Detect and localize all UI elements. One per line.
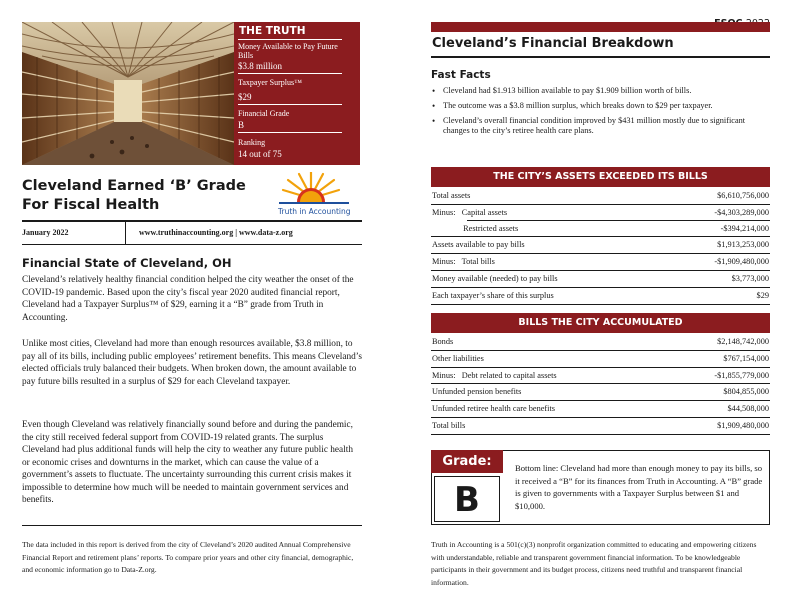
table-row: [431, 254, 770, 271]
section-title: Financial State of Cleveland, OH: [22, 256, 232, 270]
truth-box-divider: [238, 73, 342, 74]
row-label: Minus: Debt related to capital assets: [432, 370, 557, 380]
logo-wordmark: Truth in Accounting: [278, 207, 351, 216]
row-value: $1,909,480,000: [717, 420, 769, 430]
ranking-label: Ranking: [238, 138, 266, 147]
row-label: Minus: Capital assets: [432, 207, 508, 217]
row-value: $1,913,253,000: [717, 240, 769, 250]
row-label: Unfunded pension benefits: [432, 387, 522, 397]
organization-note: Truth in Accounting is a 501(c)(3) nonprofit organization committed to educating and empowering citizens with understandable, reliable and transparent government financial information. To be knowledgeable participants in their government and its budget process, citizens need truthful and transparent financial information.: [431, 540, 757, 587]
table-row: [431, 401, 770, 418]
fast-facts-list: [431, 86, 770, 141]
row-value: $2,148,742,000: [717, 337, 769, 346]
financial-breakdown-title: Cleveland’s Financial Breakdown: [432, 36, 674, 51]
assets-table-header: THE CITY’S ASSETS EXCEEDED ITS BILLS: [431, 167, 770, 187]
grade-heading: Grade:: [431, 450, 503, 473]
financial-grade-label: Financial Grade: [238, 109, 290, 118]
fast-fact-item: • The outcome was a $3.8 million surplus, which breaks down to $29 per taxpayer.: [431, 101, 770, 111]
row-label: Restricted assets: [432, 223, 519, 233]
sun-logo-icon: [273, 172, 363, 222]
website-links[interactable]: www.truthinaccounting.org | www.data-z.org: [139, 228, 293, 237]
table-row: [431, 368, 770, 385]
row-value: $804,855,000: [723, 387, 769, 397]
footnote-rule: [22, 525, 362, 526]
table-row: [431, 288, 770, 305]
row-value: -$1,909,480,000: [714, 257, 769, 267]
table-row: [431, 351, 770, 368]
truth-box-divider: [238, 132, 342, 133]
row-label: Bonds: [432, 337, 454, 346]
row-value: $767,154,000: [723, 353, 769, 363]
row-label: Each taxpayer’s share of this surplus: [432, 290, 554, 300]
row-value: $44,508,000: [727, 404, 769, 414]
table-row: [431, 384, 770, 401]
row-value: -$394,214,000: [720, 223, 769, 233]
money-available-label: Money Available to Pay Future Bills: [238, 42, 338, 60]
bills-table: [431, 334, 770, 435]
body-paragraph: Even though Cleveland was relatively financially sound before and during the pandemic, the city still received federal support from COVID-19 related grants. The surplus Cleveland had plus additional funds will help the city to weather any future public health or economic crises and downturns in the market, which can cause the value of a government’s assets to fluctuate. The uncertainty surrounding this current crisis makes it impossible to determine how much will be needed to maintain government services and benefits.: [22, 420, 353, 505]
grade-bottom-line: Bottom line: Cleveland had more than enough money to pay its bills, so it received a “B” for its finances from Truth in Accounting. A “B” grade is given to governments with a Taxpayer Surplus between $1 and $10,000.: [515, 463, 763, 511]
bills-table-header: BILLS THE CITY ACCUMULATED: [431, 313, 770, 333]
dateline-top-rule: [22, 220, 362, 222]
assets-table: [431, 188, 770, 305]
dateline-bottom-rule: [22, 244, 362, 245]
arcade-photo-illustration: [22, 22, 234, 165]
financial-breakdown-header: [431, 22, 770, 58]
dateline-separator: [125, 220, 126, 244]
row-label: Total bills: [432, 420, 466, 430]
truth-box-divider: [238, 104, 342, 105]
row-label: Unfunded retiree health care benefits: [432, 404, 556, 414]
row-label: Assets available to pay bills: [432, 240, 525, 250]
row-value: -$4,303,289,000: [714, 207, 769, 217]
table-row: [431, 418, 770, 435]
the-truth-summary-box: [234, 22, 360, 165]
table-row: [431, 237, 770, 254]
report-year: 2022: [745, 18, 770, 29]
body-paragraph: Unlike most cities, Cleveland had more than enough resources available, $3.8 million, to pay all of its bills, including public employees’ retirement benefits. This means Cleveland’s elected officials truly balanced their budgets. When broken down, the amount available to pay future bills resulted in a surplus of $29 for each Cleveland taxpayer.: [22, 339, 362, 387]
financial-grade-value: B: [238, 120, 245, 130]
table-row: [431, 334, 770, 351]
arcade-interior-photo: [22, 22, 234, 165]
report-headline: Cleveland Earned ‘B’ Grade For Fiscal Health: [22, 178, 246, 213]
grade-letter: B: [434, 476, 500, 522]
report-brand: FSOC: [714, 18, 743, 29]
row-value: $3,773,000: [731, 273, 769, 283]
truth-in-accounting-logo: [273, 172, 363, 222]
table-row: [431, 205, 770, 221]
body-paragraph: Cleveland’s relatively healthy financial condition helped the city weather the onset of the COVID-19 pandemic. Based upon the city’s fiscal year 2020 audited financial report, Cleveland had a Taxpayer Surplus™ of $29, earning it a “B” grade from Truth in Accounting.: [22, 275, 354, 323]
row-value: -$1,855,779,000: [714, 370, 769, 380]
truth-box-title: THE TRUTH: [239, 25, 306, 37]
table-row: [431, 271, 770, 288]
row-label: Minus: Total bills: [432, 257, 495, 267]
table-row: [431, 221, 770, 238]
fast-facts-title: Fast Facts: [431, 69, 491, 81]
ranking-value: 14 out of 75: [238, 149, 282, 159]
fast-fact-item: • Cleveland’s overall financial condition improved by $431 million mostly due to significant changes to the city’s retiree health care plans.: [431, 116, 770, 136]
data-source-footnote: The data included in this report is derived from the city of Cleveland’s 2020 audited Annual Comprehensive Financial Report and retirement plans’ reports. To compare prior years and other city financial, demographic, and economic information go to Data-Z.org.: [22, 540, 354, 574]
fast-fact-item: • Cleveland had $1.913 billion available to pay $1.909 billion worth of bills.: [431, 86, 770, 96]
taxpayer-surplus-value: $29: [238, 92, 252, 102]
row-label: Money available (needed) to pay bills: [432, 273, 558, 283]
truth-box-divider: [238, 39, 342, 40]
report-date: January 2022: [22, 228, 69, 237]
table-row: [431, 188, 770, 205]
row-label: Other liabilities: [432, 353, 484, 363]
row-value: $29: [756, 290, 769, 300]
row-value: $6,610,756,000: [717, 191, 769, 200]
money-available-value: $3.8 million: [238, 61, 283, 71]
row-label: Total assets: [432, 191, 471, 200]
taxpayer-surplus-label: Taxpayer Surplus™: [238, 78, 302, 87]
